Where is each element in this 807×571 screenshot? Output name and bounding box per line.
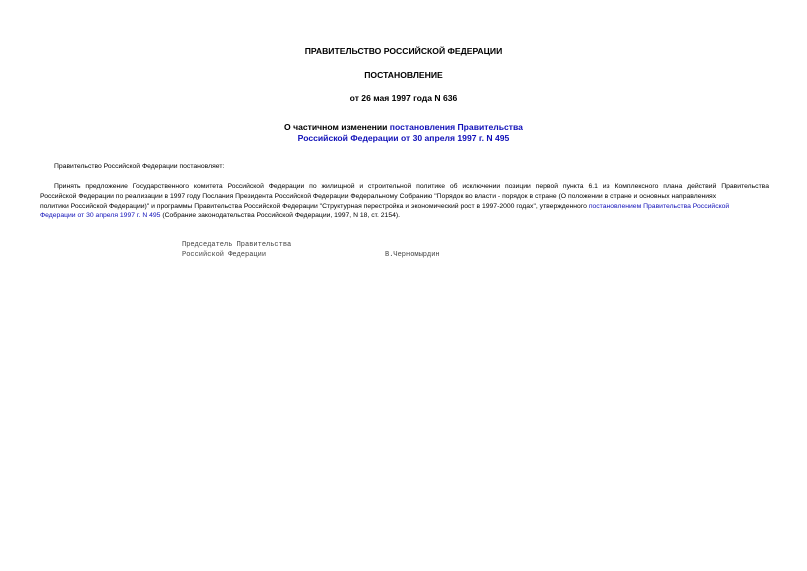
- title-resolution-link[interactable]: постановления Правительства: [389, 122, 523, 132]
- government-heading: ПРАВИТЕЛЬСТВО РОССИЙСКОЙ ФЕДЕРАЦИИ: [304, 46, 503, 56]
- main-paragraph-line-3-text: политики Российской Федерации)" и программы Правительства Российской Федерации "Структурная перестройка и экономический рост в 1997-2000 годах", утвержденного: [40, 202, 589, 210]
- main-paragraph-line-4: [40, 211, 769, 221]
- main-paragraph-line-2: Российской Федерации по реализации в 1997 году Послания Президента Российской Федерации Федеральному Собранию "Порядок во власти - порядок в стране (О положении в стране и основных направлениях: [40, 192, 717, 200]
- intro-paragraph: [40, 162, 783, 172]
- signature-position: [182, 241, 291, 260]
- main-paragraph-line-3: [40, 202, 769, 212]
- main-paragraph-line-1: Принять предложение Государственного комитета Российской Федерации по жилищной и строительной политике об исключении позиции первой пункта 6.1 из Комплексного плана действий Правительства: [54, 183, 769, 190]
- resolution-495-link[interactable]: постановлением Правительства Российской: [588, 202, 730, 210]
- signature-name: В.Черномырдин: [385, 250, 440, 259]
- main-paragraph-line-4-text: (Собрание законодательства Российской Федерации, 1997, N 18, ст. 2154).: [160, 212, 401, 220]
- signature-position-line2: Российской Федерации: [182, 250, 267, 259]
- title-resolution-link-continued[interactable]: Российской Федерации от 30 апреля 1997 г. N 495: [297, 133, 510, 143]
- document-date-number: от 26 мая 1997 года N 636: [349, 93, 458, 103]
- document-title-line1: [0, 122, 807, 133]
- signature-position-line1: Председатель Правительства: [182, 241, 292, 249]
- document-title-prefix: О частичном изменении: [284, 122, 390, 132]
- main-paragraph: [40, 182, 769, 221]
- document-type-heading: ПОСТАНОВЛЕНИЕ: [364, 70, 443, 80]
- intro-text: Правительство Российской Федерации постановляет:: [54, 163, 225, 170]
- resolution-495-link-continued[interactable]: Федерации от 30 апреля 1997 г. N 495: [40, 212, 161, 220]
- document-title-line2: [0, 133, 807, 144]
